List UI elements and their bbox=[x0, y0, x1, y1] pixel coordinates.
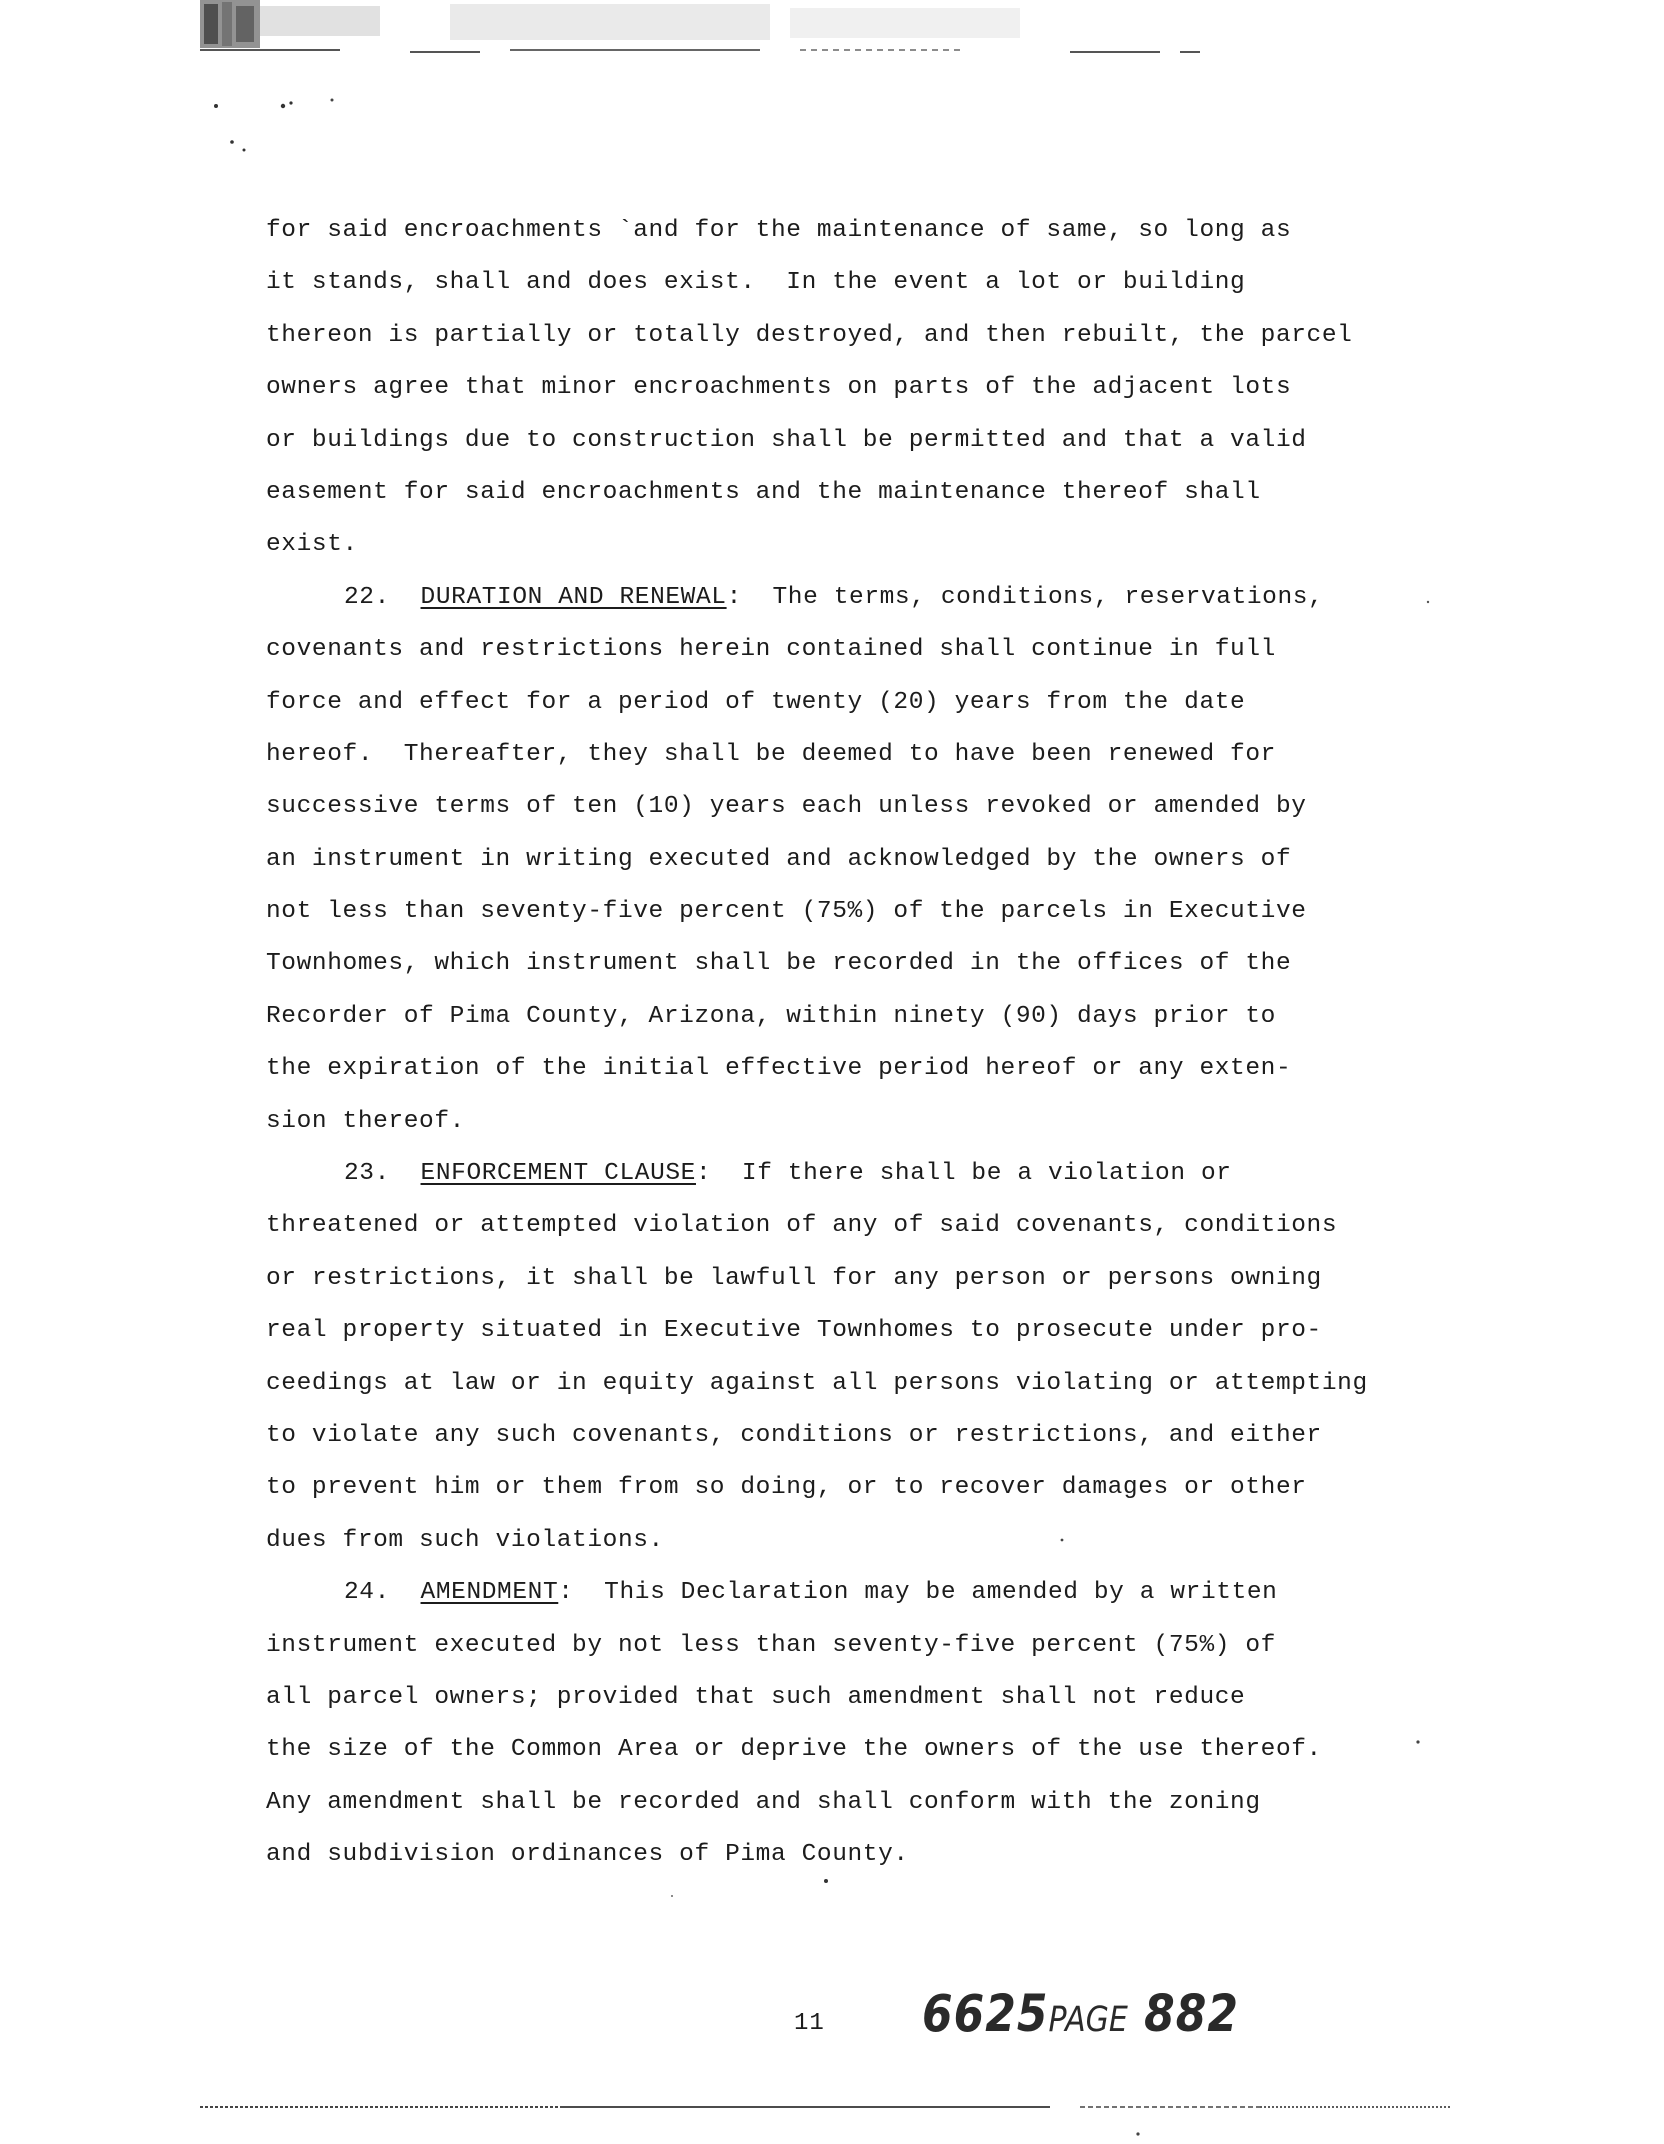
text-line: an instrument in writing executed and acknowledged by the owners of bbox=[266, 845, 1292, 873]
text-line: owners agree that minor encroachments on parts of the adjacent lots bbox=[266, 374, 1292, 402]
text-line: ceedings at law or in equity against all persons violating or attempting bbox=[266, 1369, 1368, 1397]
stamp-book-number: 6625 bbox=[922, 1985, 1049, 2044]
text-segment: : This Declaration may be amended by a written bbox=[558, 1579, 1278, 1607]
text-line: instrument executed by not less than seventy-five percent (75%) of bbox=[266, 1631, 1276, 1659]
text-line: covenants and restrictions herein contained shall continue in full bbox=[266, 636, 1276, 664]
section-heading-duration-and-renewal: DURATION AND RENEWAL bbox=[420, 583, 727, 611]
text-segment: : The terms, conditions, reservations, bbox=[726, 583, 1324, 611]
text-line: all parcel owners; provided that such amendment shall not reduce bbox=[266, 1683, 1246, 1711]
text-line: hereof. Thereafter, they shall be deemed to have been renewed for bbox=[266, 740, 1276, 768]
section-23-first-line bbox=[266, 1148, 1406, 1200]
section-24-first-line bbox=[266, 1567, 1406, 1619]
text-line: or buildings due to construction shall be permitted and that a valid bbox=[266, 426, 1307, 454]
text-line: Townhomes, which instrument shall be recorded in the offices of the bbox=[266, 950, 1292, 978]
text-line: to prevent him or them from so doing, or to recover damages or other bbox=[266, 1474, 1307, 1502]
text-line: dues from such violations. bbox=[266, 1526, 664, 1554]
text-line: threatened or attempted violation of any of said covenants, conditions bbox=[266, 1212, 1338, 1240]
stamp-page-label: PAGE bbox=[1048, 1999, 1128, 2041]
text-line: force and effect for a period of twenty (20) years from the date bbox=[266, 688, 1246, 716]
text-line: Recorder of Pima County, Arizona, within ninety (90) days prior to bbox=[266, 1002, 1276, 1030]
scan-artifact-header bbox=[200, 0, 1230, 62]
text-line: easement for said encroachments and the maintenance thereof shall bbox=[266, 478, 1261, 506]
section-heading-enforcement-clause: ENFORCEMENT CLAUSE bbox=[420, 1160, 696, 1188]
recording-stamp bbox=[922, 1985, 1239, 2044]
section-number: 24. bbox=[344, 1579, 390, 1607]
page-number: 11 bbox=[794, 2010, 825, 2037]
section-number: 22. bbox=[344, 583, 390, 611]
section-heading-amendment: AMENDMENT bbox=[420, 1579, 559, 1607]
text-line: and subdivision ordinances of Pima County. bbox=[266, 1841, 909, 1869]
text-line: sion thereof. bbox=[266, 1107, 465, 1135]
section-22-first-line bbox=[266, 572, 1406, 624]
text-line: for said encroachments `and for the maintenance of same, so long as bbox=[266, 217, 1292, 244]
text-line: successive terms of ten (10) years each unless revoked or amended by bbox=[266, 793, 1307, 821]
text-line: it stands, shall and does exist. In the event a lot or building bbox=[266, 269, 1246, 297]
scan-artifact-footer bbox=[200, 2100, 1460, 2114]
text-line: the expiration of the initial effective period hereof or any exten- bbox=[266, 1055, 1292, 1083]
document-body bbox=[266, 205, 1406, 1882]
text-line: Any amendment shall be recorded and shall conform with the zoning bbox=[266, 1788, 1261, 1816]
text-line: thereon is partially or totally destroyed, and then rebuilt, the parcel bbox=[266, 321, 1353, 349]
text-line: the size of the Common Area or deprive the owners of the use thereof. bbox=[266, 1736, 1322, 1764]
text-segment: : If there shall be a violation or bbox=[695, 1160, 1232, 1188]
text-line: exist. bbox=[266, 531, 358, 559]
text-line: to violate any such covenants, conditions or restrictions, and either bbox=[266, 1421, 1322, 1449]
text-line: or restrictions, it shall be lawfull for any person or persons owning bbox=[266, 1264, 1322, 1292]
text-line: not less than seventy-five percent (75%) of the parcels in Executive bbox=[266, 898, 1307, 926]
stamp-page-number: 882 bbox=[1144, 1985, 1239, 2044]
text-line: real property situated in Executive Townhomes to prosecute under pro- bbox=[266, 1317, 1322, 1345]
section-number: 23. bbox=[344, 1160, 390, 1188]
